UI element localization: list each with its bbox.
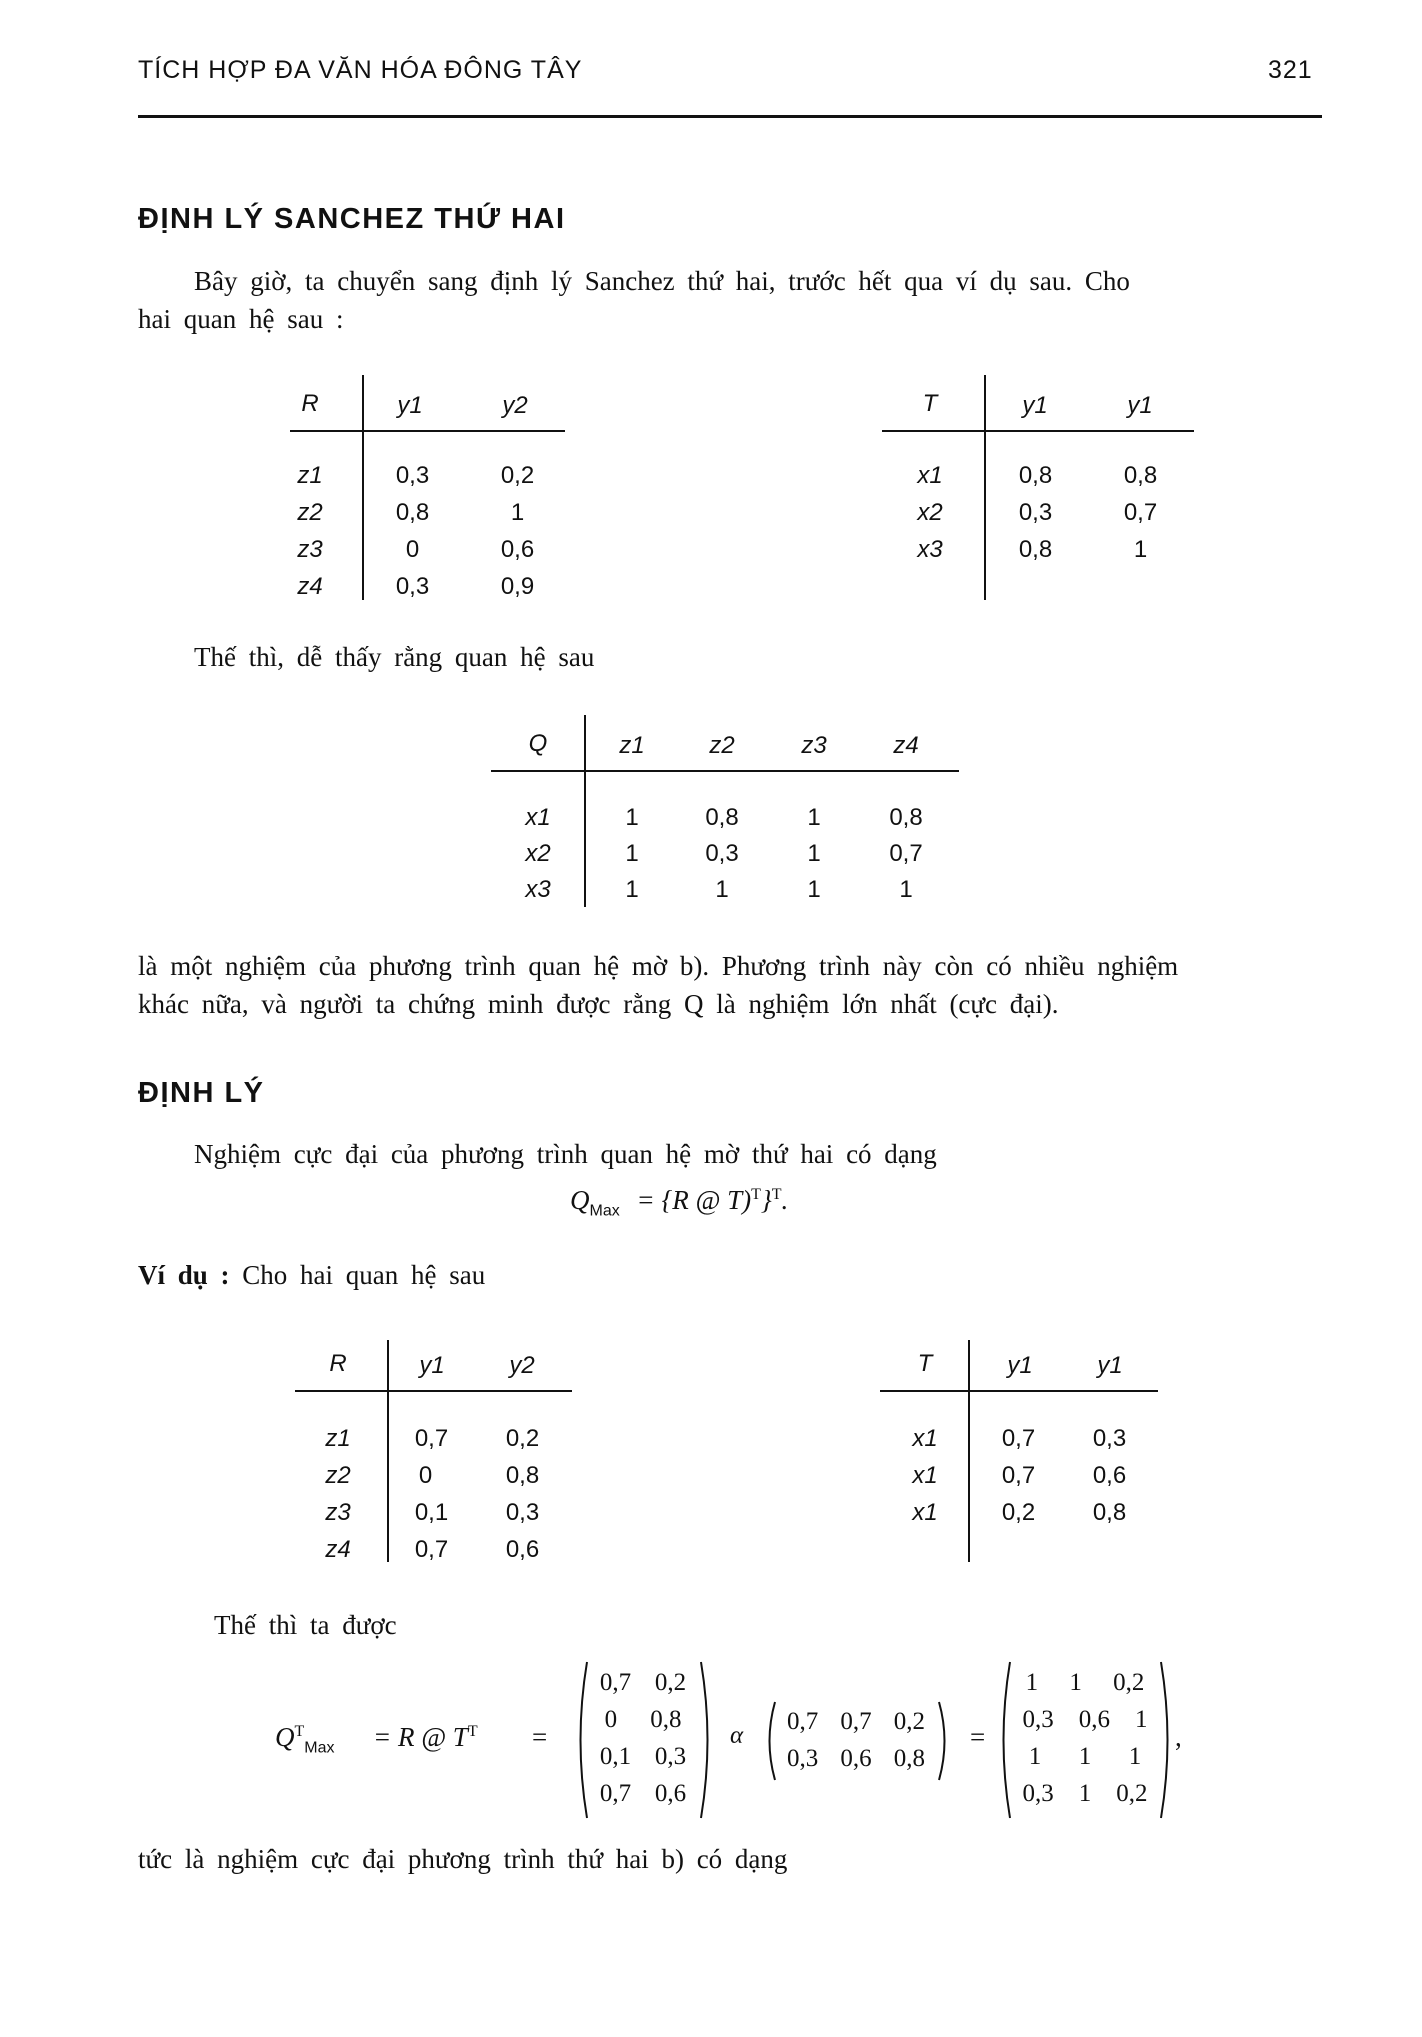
table-cell: 0,8: [505, 1462, 540, 1489]
right-paren-a: [698, 1660, 716, 1820]
matrix-cell: 0,6: [654, 1780, 687, 1807]
lhs-sub: Max: [304, 1739, 335, 1757]
intro-line-2: hai quan hệ sau :: [138, 304, 344, 334]
table-rule: [880, 1390, 1158, 1392]
matrix-cell: 0,3: [1022, 1780, 1054, 1807]
matrix-row: [776, 1740, 936, 1777]
theorem-formula: [570, 1185, 788, 1220]
lhs-q: Q: [275, 1722, 295, 1752]
table-cell: 0,6: [500, 536, 535, 563]
formula-tail: }: [760, 1185, 772, 1215]
table-cell: 0,6: [505, 1536, 540, 1563]
row-label: x1: [912, 1425, 938, 1452]
table-cell: 1: [625, 876, 639, 903]
table-corner: R: [301, 390, 319, 417]
text-then-1: Thế thì, dễ thấy rằng quan hệ sau: [194, 642, 595, 672]
matrix-cell: 0,3: [654, 1743, 687, 1770]
matrix-cell: 0,2: [893, 1708, 925, 1735]
row-label: x2: [917, 499, 943, 526]
example-label: Ví dụ :: [138, 1260, 230, 1290]
row-label: z1: [325, 1425, 351, 1452]
matrix-cell: 0,2: [654, 1669, 687, 1696]
row-label: z1: [297, 462, 323, 489]
col-header: y1: [1097, 1352, 1123, 1379]
table-cell: 0,7: [414, 1536, 449, 1563]
table-cell: 0,7: [889, 840, 923, 867]
row-label: z2: [325, 1462, 351, 1489]
matrix-cell: 0,3: [787, 1745, 819, 1772]
matrix-cell: 1: [1028, 1743, 1042, 1770]
formula-sub: Max: [589, 1202, 620, 1220]
table-corner: Q: [528, 730, 548, 757]
table-rule: [290, 430, 565, 432]
row-label: x3: [525, 876, 551, 903]
table-cell: 1: [625, 804, 639, 831]
table-cell: 0,3: [505, 1499, 540, 1526]
theorem-statement: Nghiệm cực đại của phương trình quan hệ mờ thứ hai có dạng: [194, 1139, 937, 1169]
table-cell: 0,6: [1092, 1462, 1127, 1489]
table-cell: 0,2: [1001, 1499, 1036, 1526]
row-label: z3: [297, 536, 323, 563]
mid-sup: T: [467, 1723, 478, 1740]
row-label: z3: [325, 1499, 351, 1526]
matrix-cell: 0,2: [1116, 1780, 1148, 1807]
table-cell: 0,3: [705, 840, 739, 867]
table-cell: 0,3: [1018, 499, 1053, 526]
formula-sup-1: T: [751, 1186, 761, 1203]
col-header: y1: [419, 1352, 445, 1379]
alpha-operator: α: [730, 1722, 744, 1749]
right-paren-c: [1158, 1660, 1176, 1820]
table-cell: 0,3: [395, 573, 430, 600]
matrix-row: [1010, 1738, 1160, 1775]
formula-end: .: [781, 1185, 789, 1215]
table-cell: 0,8: [705, 804, 739, 831]
text-then-2: Thế thì ta được: [214, 1610, 397, 1640]
intro-line-1: Bây giờ, ta chuyển sang định lý Sanchez thứ hai, trước hết qua ví dụ sau. Cho: [194, 266, 1130, 296]
table-cell: 0,8: [1018, 462, 1053, 489]
row-label: x2: [525, 840, 551, 867]
lhs-sup: T: [294, 1723, 305, 1740]
matrix-cell: 0,6: [840, 1745, 872, 1772]
table-rule: [882, 430, 1194, 432]
matrix-cell: 0,7: [840, 1708, 872, 1735]
col-header: z1: [619, 732, 645, 759]
table-cell: 0,8: [1092, 1499, 1127, 1526]
formula-sup-2: T: [771, 1186, 782, 1203]
table-cell: 0,7: [1001, 1462, 1036, 1489]
matrix-cell: 0,7: [599, 1780, 632, 1807]
formula-q: Q: [570, 1185, 590, 1215]
col-header: y1: [1022, 392, 1048, 419]
table-divider: [968, 1340, 970, 1562]
table-cell: 0,7: [1001, 1425, 1036, 1452]
equation-comma: ,: [1175, 1722, 1182, 1752]
equals-sign: =: [532, 1722, 548, 1752]
solution-line-2: khác nữa, và người ta chứng minh được rằng Q là nghiệm lớn nhất (cực đại).: [138, 989, 1059, 1019]
table-cell: 1: [625, 840, 639, 867]
solution-line-1: là một nghiệm của phương trình quan hệ mờ b). Phương trình này còn có nhiều nghiệm: [138, 951, 1179, 981]
closing-line: tức là nghiệm cực đại phương trình thứ hai b) có dạng: [138, 1844, 788, 1874]
table-rule: [491, 770, 959, 772]
col-header: y1: [1127, 392, 1153, 419]
equals-sign-2: =: [970, 1722, 986, 1752]
table-divider: [984, 375, 986, 600]
matrix-row: [1010, 1664, 1160, 1701]
table-divider: [387, 1340, 389, 1562]
matrix-row: [588, 1701, 698, 1738]
table-cell: 0,3: [395, 462, 430, 489]
table-divider: [362, 375, 364, 600]
formula-rhs: = {R @ T): [636, 1185, 752, 1215]
table-corner: R: [329, 1350, 347, 1377]
page-number: 321: [1268, 56, 1313, 84]
matrix-row: [588, 1775, 698, 1812]
row-label: x1: [912, 1499, 938, 1526]
table-cell: 0: [418, 1462, 433, 1489]
table-rule: [295, 1390, 572, 1392]
matrix-cell: 1: [1025, 1669, 1039, 1696]
matrix-row: [1010, 1775, 1160, 1812]
matrix-cell: 1: [1078, 1743, 1092, 1770]
row-label: x1: [912, 1462, 938, 1489]
matrix-row: [588, 1738, 698, 1775]
col-header: y2: [502, 392, 528, 419]
col-header: z2: [709, 732, 735, 759]
table-cell: 0,2: [500, 462, 535, 489]
example-text: Cho hai quan hệ sau: [242, 1260, 486, 1290]
col-header: y2: [509, 1352, 535, 1379]
row-label: z2: [297, 499, 323, 526]
table-divider: [584, 715, 586, 907]
equation-mid: [373, 1722, 478, 1753]
table-cell: 1: [510, 499, 525, 526]
matrix-cell: 0,8: [893, 1745, 925, 1772]
matrix-a: [588, 1664, 698, 1812]
matrix-cell: 0,1: [599, 1743, 632, 1770]
matrix-cell: 0,8: [650, 1706, 682, 1733]
table-cell: 0,8: [889, 804, 923, 831]
table-cell: 0,9: [500, 573, 535, 600]
example-line: [138, 1256, 485, 1294]
matrix-cell: 0,7: [599, 1669, 632, 1696]
table-cell: 0,7: [414, 1425, 449, 1452]
table-cell: 0,1: [414, 1499, 449, 1526]
right-paren-b: [936, 1700, 952, 1782]
table-cell: 0,8: [1018, 536, 1053, 563]
matrix-cell: 0,7: [787, 1708, 819, 1735]
matrix-cell: 1: [1135, 1706, 1148, 1733]
table-cell: 0,8: [1123, 462, 1158, 489]
matrix-cell: 1: [1069, 1669, 1082, 1696]
mid-expr: = R @ T: [373, 1722, 468, 1752]
col-header: z4: [893, 732, 919, 759]
row-label: x1: [525, 804, 551, 831]
row-label: x1: [917, 462, 943, 489]
section-heading-theorem: ĐỊNH LÝ: [138, 1077, 265, 1109]
table-corner: T: [922, 390, 938, 417]
col-header: y1: [397, 392, 423, 419]
section-heading-sanchez: ĐỊNH LÝ SANCHEZ THỨ HAI: [138, 203, 566, 235]
matrix-cell: 0: [604, 1706, 618, 1733]
matrix-c: [1010, 1664, 1160, 1812]
matrix-row: [588, 1664, 698, 1701]
matrix-cell: 0,6: [1078, 1706, 1110, 1733]
running-header: TÍCH HỢP ĐA VĂN HÓA ĐÔNG TÂY: [138, 56, 583, 84]
table-cell: 0,8: [395, 499, 430, 526]
matrix-cell: 0,2: [1113, 1669, 1145, 1696]
matrix-row: [1010, 1701, 1160, 1738]
table-cell: 1: [715, 876, 729, 903]
table-cell: 1: [807, 840, 821, 867]
matrix-row: [776, 1703, 936, 1740]
matrix-cell: 0,3: [1022, 1706, 1054, 1733]
row-label: x3: [917, 536, 943, 563]
row-label: z4: [297, 573, 323, 600]
col-header: z3: [801, 732, 827, 759]
matrix-cell: 1: [1128, 1743, 1142, 1770]
table-cell: 0,3: [1092, 1425, 1127, 1452]
table-cell: 1: [1133, 536, 1148, 563]
table-cell: 0: [405, 536, 420, 563]
table-cell: 0,2: [505, 1425, 540, 1452]
header-rule: [138, 115, 1322, 118]
table-cell: 1: [807, 804, 821, 831]
table-cell: 0,7: [1123, 499, 1158, 526]
table-cell: 1: [899, 876, 913, 903]
matrix-b: [776, 1703, 936, 1777]
matrix-cell: 1: [1078, 1780, 1092, 1807]
col-header: y1: [1007, 1352, 1033, 1379]
row-label: z4: [325, 1536, 351, 1563]
table-corner: T: [917, 1350, 933, 1377]
table-cell: 1: [807, 876, 821, 903]
equation-lhs: [275, 1722, 335, 1757]
